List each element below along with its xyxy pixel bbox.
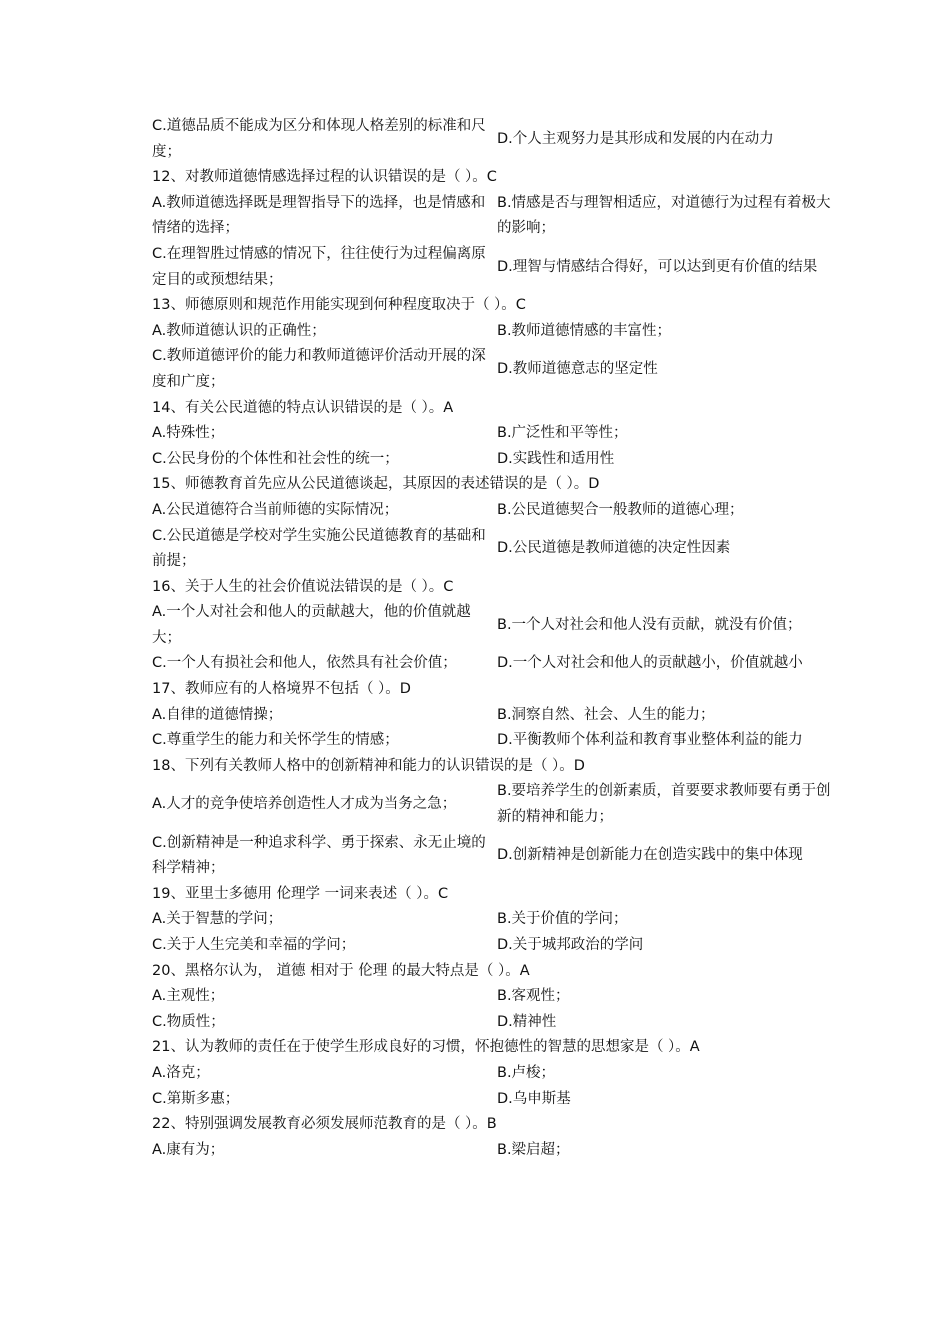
question-stem: 13、师德原则和规范作用能实现到何种程度取决于（ ）。C xyxy=(152,297,526,314)
option-right: B.洞察自然、社会、人生的能力； xyxy=(497,706,715,723)
option-left: A.关于智慧的学问； xyxy=(152,911,283,928)
option-row xyxy=(152,1138,832,1164)
question-stem: 18、下列有关教师人格中的创新精神和能力的认识错误的是（ ）。D xyxy=(152,757,585,774)
option-left: C.在理智胜过情感的情况下，往往使行为过程偏离原定目的或预想结果； xyxy=(152,245,486,288)
option-left: A.教师道德选择既是理智指导下的选择，也是情感和情绪的选择； xyxy=(152,194,486,237)
option-right: D.乌申斯基 xyxy=(497,1090,571,1107)
option-row xyxy=(152,1061,832,1087)
question-stem: 20、黑格尔认为， 道德 相对于 伦理 的最大特点是（ ）。A xyxy=(152,962,530,979)
question-stem: 15、师德教育首先应从公民道德谈起，其原因的表述错误的是（ ）。D xyxy=(152,476,600,493)
question-stem: 17、教师应有的人格境界不包括（ ）。D xyxy=(152,681,411,698)
question-stem: 14、有关公民道德的特点认识错误的是（ ）。A xyxy=(152,399,454,416)
option-row xyxy=(152,319,832,345)
option-row xyxy=(152,651,832,677)
option-row xyxy=(152,703,832,729)
option-left: C.创新精神是一种追求科学、勇于探索、永无止境的科学精神； xyxy=(152,834,486,877)
option-left: A.一个人对社会和他人的贡献越大，他的价值就越大； xyxy=(152,604,471,646)
option-right: D.实践性和适用性 xyxy=(497,450,615,467)
option-right: D.关于城邦政治的学问 xyxy=(497,937,644,953)
option-row xyxy=(152,1010,832,1036)
option-left: C.道德品质不能成为区分和体现人格差别的标准和尺度； xyxy=(152,118,486,160)
option-left: C.教师道德评价的能力和教师道德评价活动开展的深度和广度； xyxy=(152,348,486,390)
option-right: B.广泛性和平等性； xyxy=(497,425,628,442)
option-right: D.教师道德意志的坚定性 xyxy=(497,361,658,378)
question-stem: 16、关于人生的社会价值说法错误的是（ ）。C xyxy=(152,578,454,595)
option-left: A.教师道德认识的正确性； xyxy=(152,322,326,339)
option-row xyxy=(152,728,832,754)
option-right: B.要培养学生的创新素质，首要要求教师要有勇于创新的精神和能力； xyxy=(497,783,831,826)
option-right: B.一个人对社会和他人没有贡献，就没有价值； xyxy=(497,617,802,634)
option-right: B.关于价值的学问； xyxy=(497,911,628,928)
option-left: A.康有为； xyxy=(152,1141,225,1158)
question-stem: 22、特别强调发展教育必须发展师范教育的是（ ）。B xyxy=(152,1116,497,1133)
option-right: B.情感是否与理智相适应，对道德行为过程有着极大的影响； xyxy=(497,194,831,237)
option-left: A.自律的道德情操； xyxy=(152,706,283,723)
option-left: C.物质性； xyxy=(152,1013,225,1030)
option-row xyxy=(152,447,832,473)
option-left: C.关于人生完美和幸福的学问； xyxy=(152,937,356,953)
option-right: D.理智与情感结合得好，可以达到更有价值的结果 xyxy=(497,258,818,275)
option-left: A.公民道德符合当前师德的实际情况； xyxy=(152,501,399,518)
option-row xyxy=(152,191,832,242)
option-right: D.个人主观努力是其形成和发展的内在动力 xyxy=(497,130,774,147)
option-row xyxy=(152,421,832,447)
option-row xyxy=(152,831,832,882)
option-left: A.主观性； xyxy=(152,988,225,1005)
option-row xyxy=(152,933,832,959)
option-row xyxy=(152,524,832,575)
option-right: B.梁启超； xyxy=(497,1141,570,1158)
option-right: B.卢梭； xyxy=(497,1064,556,1081)
option-row xyxy=(152,779,832,830)
option-left: C.一个人有损社会和他人，依然具有社会价值； xyxy=(152,655,457,672)
document-page xyxy=(152,114,832,1163)
option-left: C.公民道德是学校对学生实施公民道德教育的基础和前提； xyxy=(152,527,486,570)
option-row xyxy=(152,242,832,293)
option-left: A.洛克； xyxy=(152,1064,210,1081)
option-left: A.人才的竞争使培养创造性人才成为当务之急； xyxy=(152,796,457,813)
option-left: A.特殊性； xyxy=(152,425,225,442)
option-row xyxy=(152,1087,832,1113)
option-row xyxy=(152,114,832,165)
option-left: C.公民身份的个体性和社会性的统一； xyxy=(152,450,399,467)
option-row xyxy=(152,600,832,651)
option-row xyxy=(152,907,832,933)
option-row xyxy=(152,344,832,395)
option-right: B.公民道德契合一般教师的道德心理； xyxy=(497,501,744,518)
option-row xyxy=(152,498,832,524)
question-stem: 12、对教师道德情感选择过程的认识错误的是（ ）。C xyxy=(152,169,497,186)
option-right: D.公民道德是教师道德的决定性因素 xyxy=(497,540,731,557)
question-stem: 19、亚里士多德用 伦理学 一词来表述（ ）。C xyxy=(152,885,449,902)
question-stem: 21、认为教师的责任在于使学生形成良好的习惯，怀抱德性的智慧的思想家是（ ）。A xyxy=(152,1039,700,1056)
option-right: D.精神性 xyxy=(497,1013,557,1030)
option-right: B.教师道德情感的丰富性； xyxy=(497,322,672,339)
option-row xyxy=(152,984,832,1010)
option-right: D.一个人对社会和他人的贡献越小，价值就越小 xyxy=(497,655,803,672)
option-right: D.创新精神是创新能力在创造实践中的集中体现 xyxy=(497,847,803,864)
option-right: B.客观性； xyxy=(497,988,570,1005)
option-left: C.第斯多惠； xyxy=(152,1090,240,1107)
option-left: C.尊重学生的能力和关怀学生的情感； xyxy=(152,732,399,749)
option-right: D.平衡教师个体利益和教育事业整体利益的能力 xyxy=(497,732,803,749)
